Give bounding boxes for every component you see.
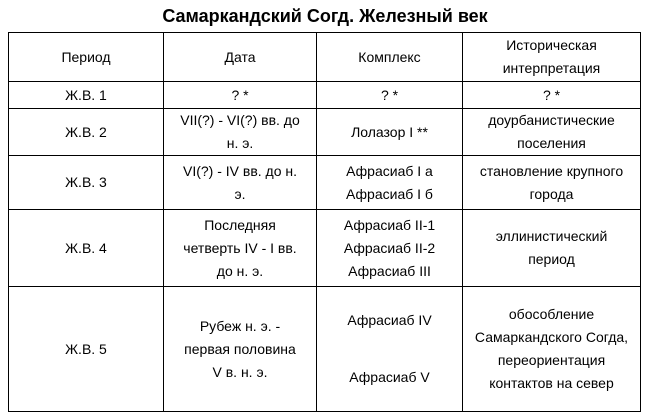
table-row: [9, 156, 641, 210]
cell-interpretation-line: Самаркандского Согда,: [474, 329, 629, 345]
cell-period: Ж.В. 1: [9, 82, 164, 109]
cell-complex: [317, 82, 463, 109]
cell-complex-line: Афрасиаб II-1: [343, 216, 436, 233]
header-period: Период: [9, 33, 164, 82]
cell-period: Ж.В. 3: [9, 156, 164, 210]
table-row: [9, 210, 641, 287]
cell-date-line: н. э.: [226, 135, 254, 151]
cell-date-line: ? *: [231, 86, 249, 103]
cell-complex-line: ? *: [380, 86, 399, 103]
cell-date-line: VI(?) - IV вв. до н.: [182, 162, 298, 179]
cell-period: Ж.В. 2: [9, 109, 164, 156]
table-header-row: [9, 33, 641, 82]
cell-date: [164, 287, 317, 412]
cell-complex: [317, 156, 463, 210]
cell-period: Ж.В. 4: [9, 210, 164, 287]
cell-date: [164, 210, 317, 287]
cell-complex: [317, 210, 463, 287]
cell-interpretation: [463, 156, 641, 210]
cell-interpretation: [463, 82, 641, 109]
header-date: Дата: [164, 33, 317, 82]
cell-date-line: э.: [234, 185, 246, 202]
cell-date-line: четверть IV - I вв.: [183, 239, 297, 256]
cell-interpretation: [463, 210, 641, 287]
cell-complex-line: Афрасиаб III: [348, 262, 431, 279]
cell-interpretation: [463, 287, 641, 412]
cell-interpretation: [463, 109, 641, 156]
cell-interpretation-line: переориентация: [497, 352, 606, 368]
cell-date-line: первая половина: [184, 340, 296, 357]
cell-interpretation-line: контактов на север: [489, 375, 614, 391]
cell-date-line: V в. н. э.: [212, 363, 268, 380]
cell-interpretation-line: поселения: [517, 135, 586, 151]
cell-date: [164, 82, 317, 109]
cell-complex-line: Афрасиаб I а: [346, 162, 433, 179]
cell-interpretation-line: доурбанистические: [488, 112, 615, 128]
cell-complex-line: Лолазор I **: [351, 123, 428, 140]
cell-complex-line: Афрасиаб IV: [347, 312, 432, 328]
cell-period: Ж.В. 5: [9, 287, 164, 412]
periods-table: [8, 32, 641, 412]
table-row: [9, 109, 641, 156]
cell-interpretation-line: становление крупного: [479, 162, 624, 179]
table-row: [9, 82, 641, 109]
header-complex: Комплекс: [317, 33, 463, 82]
cell-interpretation-line: обособление: [508, 306, 595, 322]
cell-date: [164, 109, 317, 156]
cell-complex-line: Афрасиаб I б: [346, 185, 433, 202]
table-row: [9, 287, 641, 412]
cell-date: [164, 156, 317, 210]
cell-interpretation-line: ? *: [542, 86, 561, 103]
cell-date-line: Последняя: [204, 216, 276, 233]
cell-complex: [317, 287, 463, 412]
page-title: Самаркандский Согд. Железный век: [162, 6, 488, 26]
cell-interpretation-line: города: [529, 185, 574, 202]
cell-interpretation-line: период: [528, 251, 575, 267]
header-interpretation-line: Историческая: [506, 37, 597, 53]
header-interpretation-line: интерпретация: [502, 60, 601, 76]
cell-complex-line: Афрасиаб II-2: [343, 239, 436, 256]
cell-interpretation-line: эллинистический: [495, 228, 608, 244]
cell-date-line: до н. э.: [216, 262, 264, 279]
cell-date-line: VII(?) - VI(?) вв. до: [180, 112, 300, 128]
cell-complex-line: Афрасиаб V: [349, 369, 430, 385]
header-interpretation: [463, 33, 641, 82]
cell-date-line: Рубеж н. э. -: [199, 317, 281, 334]
cell-complex: [317, 109, 463, 156]
